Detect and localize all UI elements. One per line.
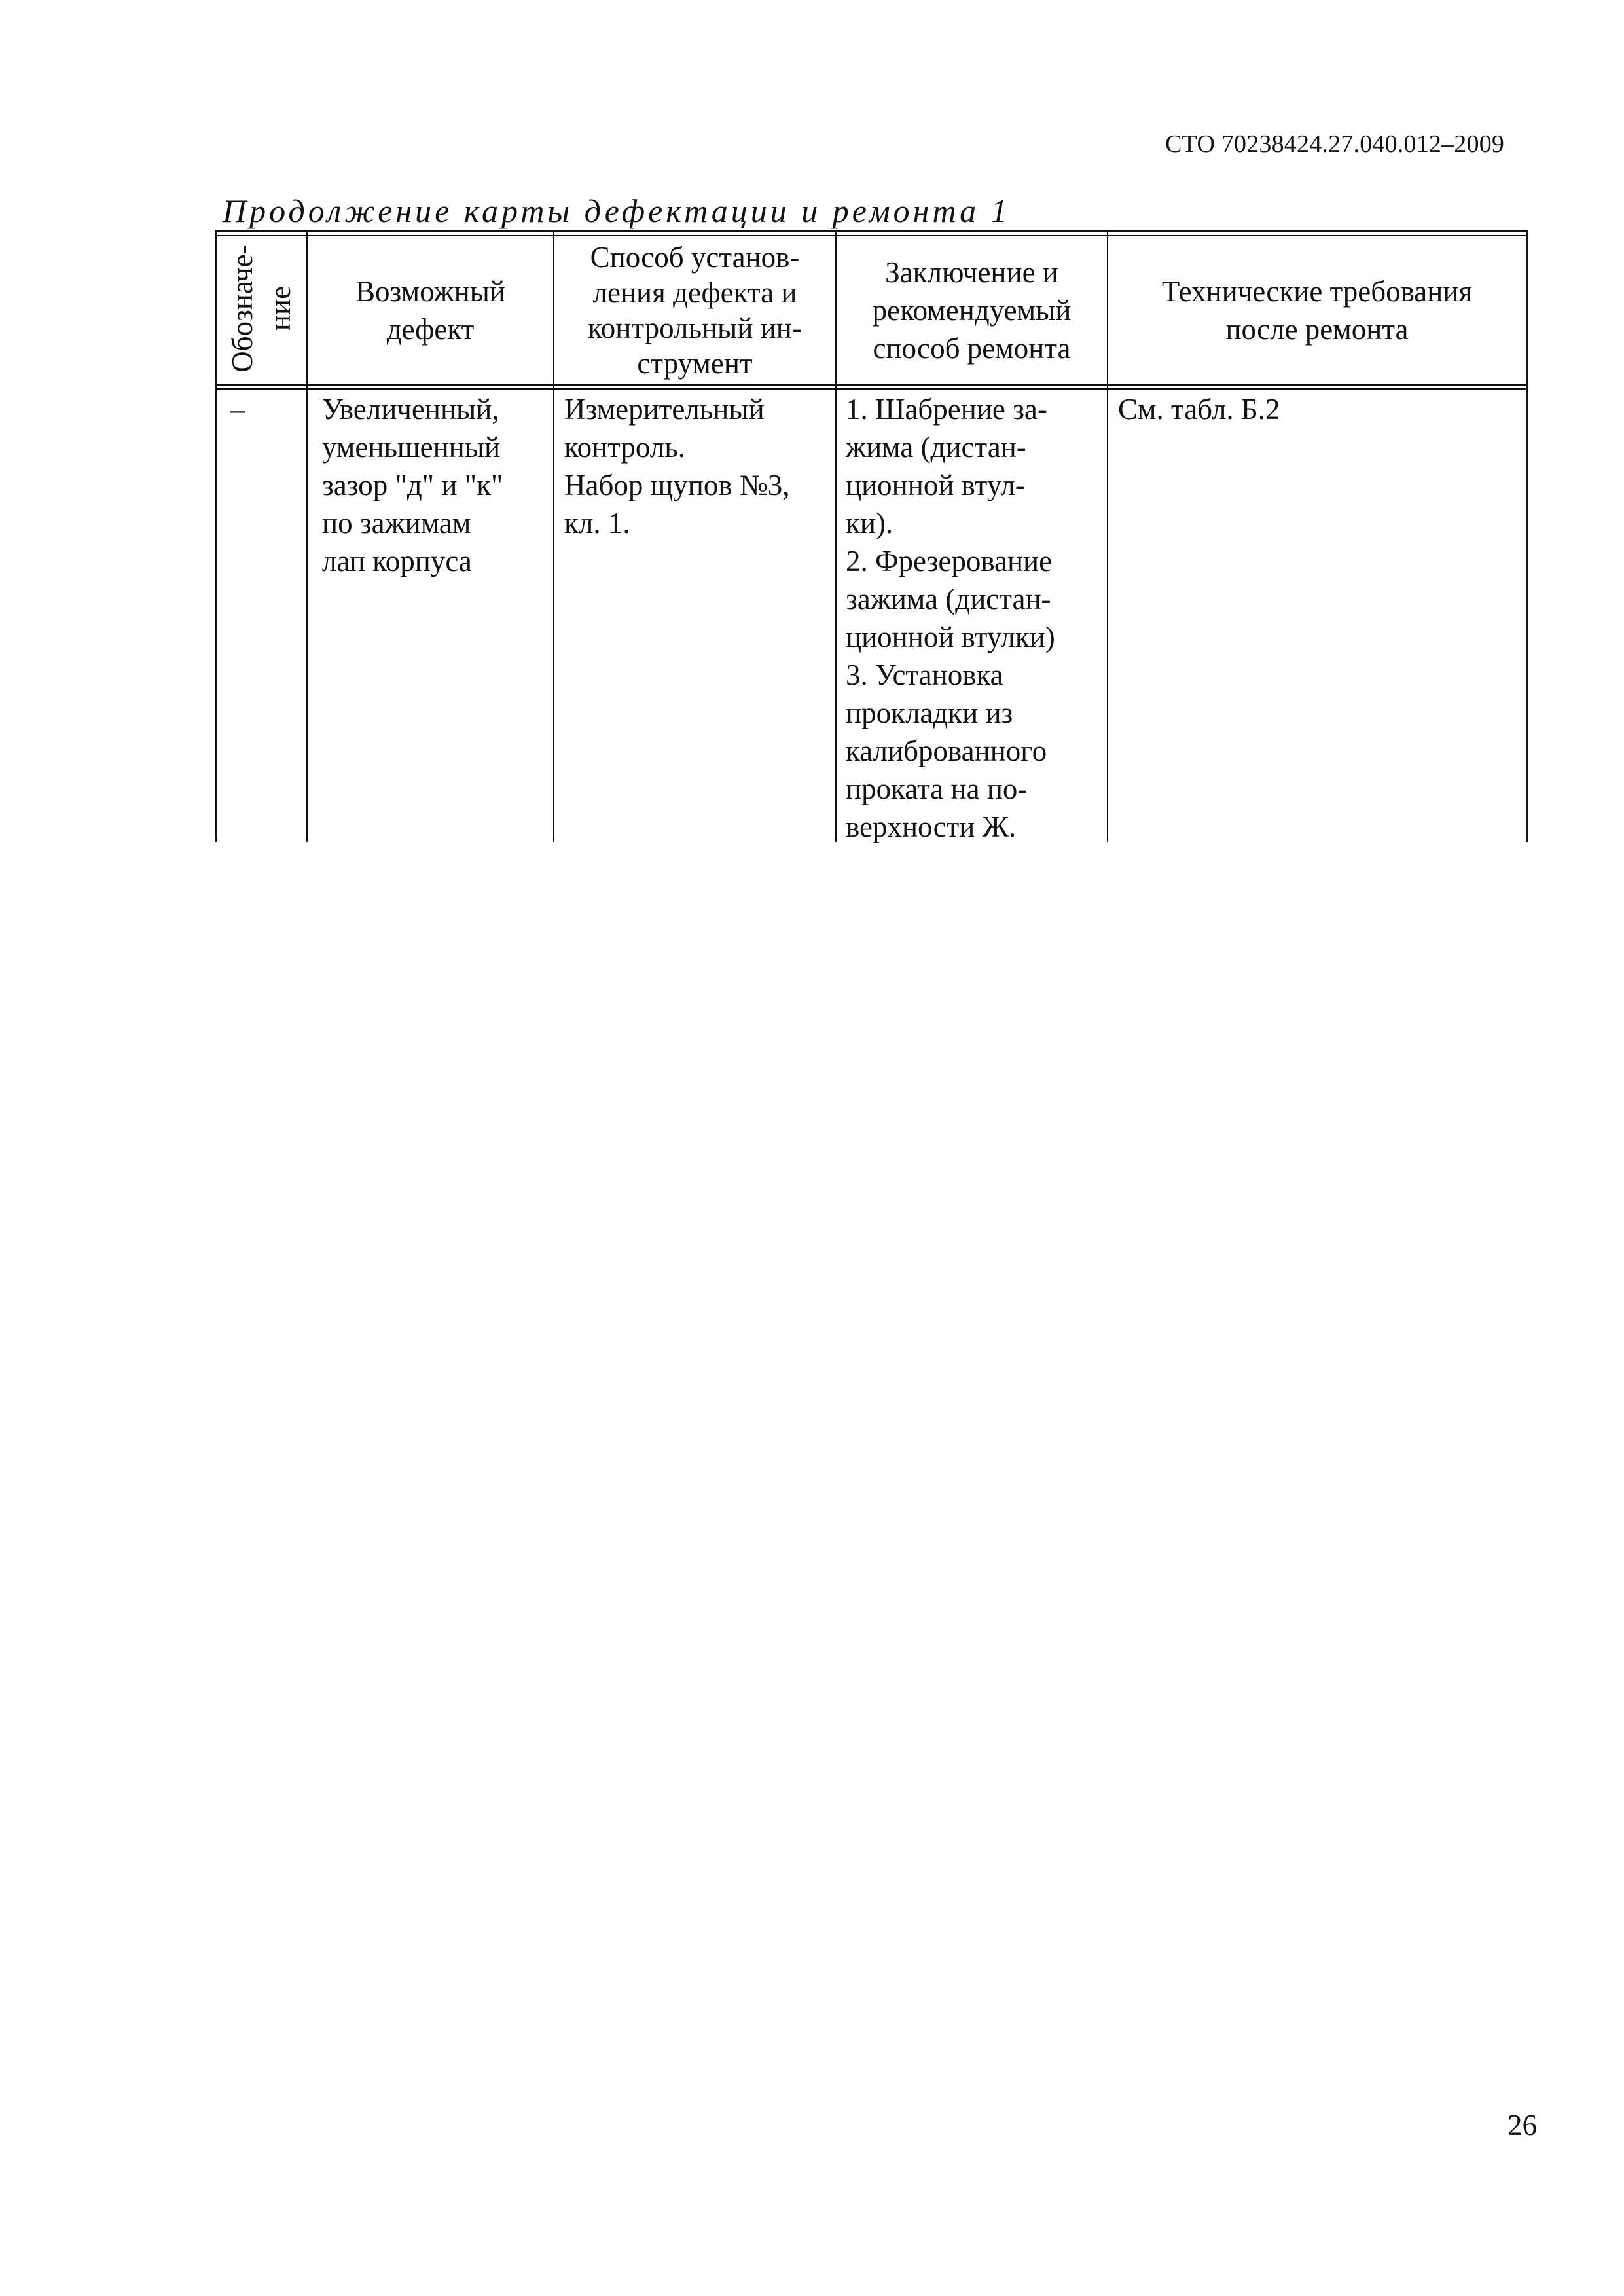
- header-detection-method: [554, 236, 835, 384]
- repair-line: ционной втулки): [846, 621, 1055, 653]
- repair-line: верхности Ж.: [846, 811, 1017, 843]
- header-defect: [308, 236, 553, 384]
- repair-line: 3. Установка: [846, 659, 1003, 691]
- table-top-border: [215, 230, 1528, 232]
- repair-line: жима (дистан-: [846, 431, 1026, 464]
- repair-line: ционной втул-: [846, 469, 1025, 501]
- header-designation: [215, 233, 307, 384]
- repair-line: 1. Шабрение за-: [846, 393, 1047, 426]
- header-repair-line: способ ремонта: [873, 331, 1071, 365]
- defect-line: зазор "д" и "к": [322, 469, 503, 501]
- table-right-border: [1526, 230, 1528, 842]
- document-code: СТО 70238424.27.040.012–2009: [1165, 130, 1505, 158]
- detection-line: Набор щупов №3,: [564, 469, 790, 501]
- cell-requirements: [1118, 390, 1280, 428]
- repair-line: ки).: [846, 507, 893, 539]
- header-detection-line: струмент: [637, 346, 753, 380]
- defect-line: лап корпуса: [322, 545, 472, 577]
- header-detection-line: Способ установ-: [590, 240, 800, 274]
- cell-repair: [846, 390, 1055, 846]
- header-detection-line: контрольный ин-: [588, 311, 802, 344]
- header-repair-line: Заключение и: [885, 255, 1058, 289]
- defect-line: Увеличенный,: [322, 393, 499, 426]
- repair-line: зажима (дистан-: [846, 583, 1051, 615]
- header-separator: [215, 384, 1528, 386]
- header-separator-inner: [215, 388, 1528, 390]
- continuation-title: Продолжение карты дефектации и ремонта 1: [223, 192, 1011, 229]
- header-requirements-line: после ремонта: [1225, 312, 1409, 346]
- header-designation-line: Обозначе-: [225, 244, 259, 373]
- header-requirements-line: Технические требования: [1161, 274, 1473, 308]
- defect-line: уменьшенный: [322, 431, 501, 464]
- requirements-line: См. табл. Б.2: [1118, 393, 1280, 426]
- repair-line: проката на по-: [846, 773, 1028, 805]
- header-defect-line: дефект: [386, 312, 475, 346]
- header-defect-line: Возможный: [355, 274, 505, 308]
- cell-detection: [564, 390, 790, 542]
- page-number: 26: [1507, 2109, 1537, 2141]
- header-detection-line: ления дефекта и: [592, 276, 797, 309]
- designation-value: –: [230, 393, 245, 426]
- repair-line: прокладки из: [846, 697, 1013, 729]
- cell-defect: [322, 390, 503, 580]
- detection-line: контроль.: [564, 431, 686, 464]
- repair-line: 2. Фрезерование: [846, 545, 1053, 577]
- detection-line: кл. 1.: [564, 507, 630, 539]
- header-repair-method: [837, 236, 1107, 384]
- cell-designation: [230, 390, 245, 428]
- repair-line: калиброванного: [846, 735, 1047, 767]
- header-designation-line: ние: [263, 285, 297, 331]
- detection-line: Измерительный: [564, 393, 765, 426]
- header-repair-line: рекомендуемый: [872, 293, 1072, 327]
- defect-line: по зажимам: [322, 507, 471, 539]
- header-requirements: [1108, 236, 1526, 384]
